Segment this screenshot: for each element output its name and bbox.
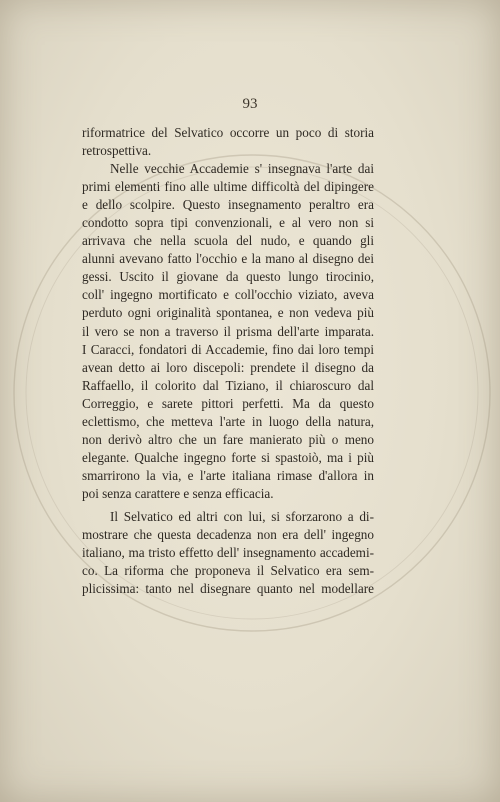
text-line: Raffaello, il colorito dal Tiziano, il chiaroscuro dal — [82, 377, 374, 393]
text-line: primi elementi fino alle ultime difficoltà del dipingere — [82, 179, 374, 195]
text-line: eclettismo, che metteva l'arte in luogo della natura, — [82, 413, 374, 429]
text-line: plicissima: tanto nel disegnare quanto nel modellare — [82, 581, 374, 597]
text-line: coll' ingegno mortificato e coll'occhio viziato, aveva — [82, 287, 374, 303]
text-line: alunni avevano fatto l'occhio e la mano al disegno dei — [82, 251, 374, 267]
text-line: elegante. Qualche ingegno forte si spastoiò, ma i più — [82, 449, 374, 465]
text-line: non derivò altro che un fare manierato più o meno — [82, 431, 374, 447]
paragraph-3 — [82, 508, 374, 598]
paragraph-2 — [82, 160, 374, 503]
text-line: Correggio, e sarete pittori perfetti. Ma da questo — [82, 395, 374, 411]
page-number: 93 — [242, 96, 258, 112]
body-text — [82, 124, 374, 598]
text-line: mostrare che questa decadenza non era dell' ingegno — [82, 527, 374, 543]
text-line: retrospettiva. — [82, 143, 152, 159]
text-line: e dello scolpire. Questo insegnamento peraltro era — [82, 197, 374, 213]
text-line: arrivava che nella scuola del nudo, e quando gli — [82, 233, 374, 249]
text-line: avean detto ai loro discepoli: prendete il disegno da — [82, 359, 374, 375]
text-line: il vero se non a traverso il prisma dell'arte imparata. — [82, 323, 374, 339]
text-line: riformatrice del Selvatico occorre un poco di storia — [82, 125, 374, 140]
text-line: co. La riforma che proponeva il Selvatico era sem- — [82, 563, 374, 579]
text-line: smarrirono la via, e l'arte italiana rimase d'allora in — [82, 467, 374, 483]
text-line: condotto sopra tipi convenzionali, e al vero non si — [82, 215, 374, 231]
paragraph-1 — [82, 124, 374, 160]
text-line: I Caracci, fondatori di Accademie, fino dai loro tempi — [82, 341, 374, 357]
text-line: Il Selvatico ed altri con lui, si sforzarono a di- — [110, 508, 374, 524]
text-line: gessi. Uscito il giovane da questo lungo tirocinio, — [82, 269, 374, 285]
text-line: italiano, ma tristo effetto dell' insegnamento accademi- — [82, 545, 374, 561]
text-line: Nelle vecchie Accademie s' insegnava l'arte dai — [110, 161, 374, 177]
text-line: perduto ogni originalità spontanea, e non vedeva più — [82, 305, 374, 321]
text-line: poi senza carattere e senza efficacia. — [82, 485, 274, 501]
